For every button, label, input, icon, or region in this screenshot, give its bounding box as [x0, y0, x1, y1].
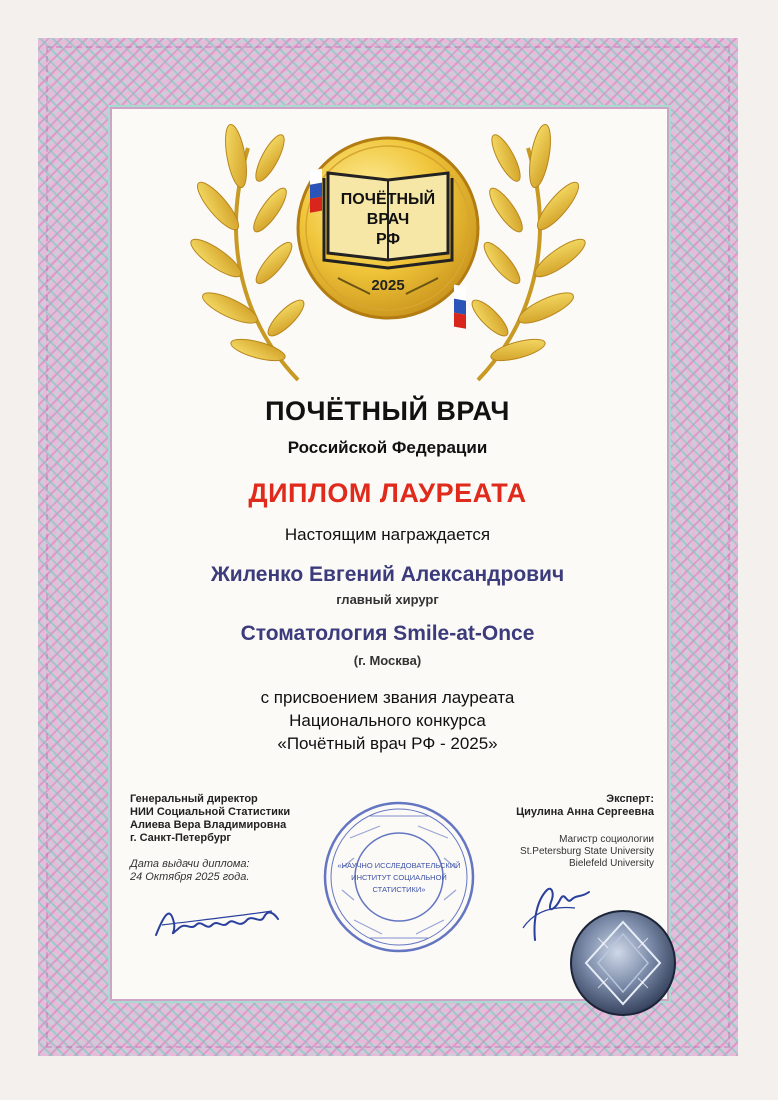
issue-date-block [130, 858, 250, 884]
director-block [130, 793, 290, 845]
expert-degree: Магистр социологии [559, 834, 654, 845]
recipient-name: Жиленко Евгений Александрович [210, 563, 565, 586]
recipient-organization: Стоматология Smile-at-Once [240, 622, 535, 645]
official-stamp [320, 798, 478, 956]
director-name: Алиева Вера Владимировна [130, 819, 287, 831]
director-organization: НИИ Социальной Статистики [130, 806, 291, 818]
issue-date-label: Дата выдачи диплома: [130, 858, 250, 870]
expert-university-1: St.Petersburg State University [520, 846, 654, 857]
expert-university-2: Bielefeld University [568, 858, 654, 869]
director-title: Генеральный директор [130, 793, 258, 805]
award-line-1: с присвоением звания лауреата [260, 688, 515, 707]
issue-date-value: 24 Октября 2025 года. [130, 871, 250, 883]
recipient-position: главный хирург [336, 592, 439, 607]
expert-name: Циулина Анна Сергеевна [516, 806, 654, 818]
expert-block [516, 793, 654, 819]
hologram-seal [568, 908, 678, 1018]
emblem-line2: ВРАЧ [366, 211, 410, 228]
expert-label: Эксперт: [606, 793, 654, 805]
expert-credentials [520, 834, 654, 870]
award-line-3: «Почётный врач РФ - 2025» [277, 734, 498, 753]
flag-right-icon [454, 285, 466, 329]
certificate-title: ПОЧЁТНЫЙ ВРАЧ [265, 396, 510, 426]
right-laurel-icon [467, 123, 589, 380]
director-city: г. Санкт-Петербург [130, 832, 232, 844]
stamp-center-line-3: СТАТИСТИКИ» [372, 885, 426, 894]
award-line-2: Национального конкурса [289, 711, 486, 730]
stamp-center-line-2: ИНСТИТУТ СОЦИАЛЬНОЙ [351, 873, 447, 882]
emblem-line1: ПОЧЁТНЫЙ [340, 191, 436, 208]
stamp-center-line-1: «НАУЧНО ИССЛЕДОВАТЕЛЬСКИЙ [337, 861, 461, 870]
director-signature [152, 895, 282, 945]
emblem-line3: РФ [375, 231, 401, 248]
flag-left-icon [310, 169, 322, 213]
awarded-text: Настоящим награждается [284, 525, 491, 544]
diploma-heading: ДИПЛОМ ЛАУРЕАТА [248, 478, 527, 508]
recipient-city: (г. Москва) [353, 653, 422, 668]
emblem-year: 2025 [371, 277, 405, 294]
left-laurel-icon [186, 123, 308, 380]
open-book-icon [324, 173, 452, 268]
gold-medal-emblem [178, 118, 598, 388]
certificate-subtitle: Российской Федерации [287, 438, 488, 457]
